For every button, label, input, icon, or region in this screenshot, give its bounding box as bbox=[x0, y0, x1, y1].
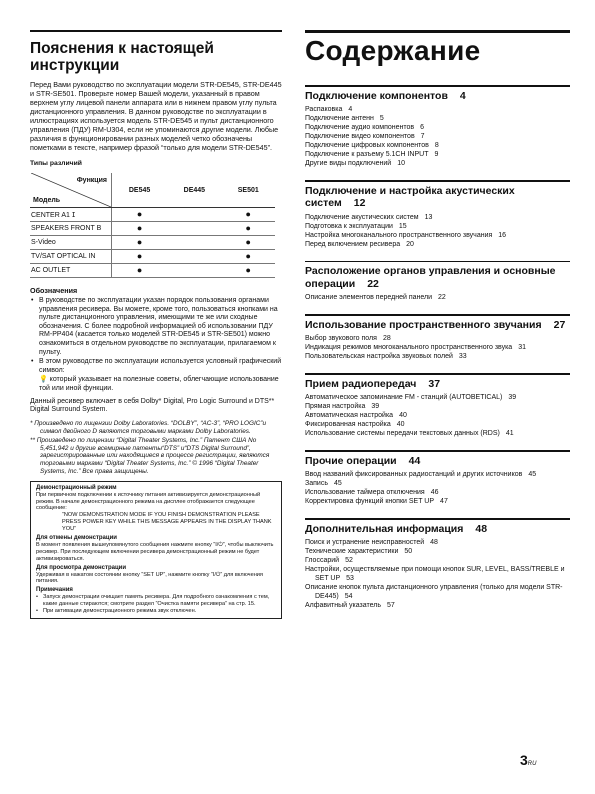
toc-entry-title: Алфавитный указатель bbox=[305, 602, 381, 609]
row-name: TV/SAT OPTICAL IN bbox=[30, 250, 112, 264]
toc-entry[interactable] bbox=[305, 429, 570, 438]
right-column bbox=[305, 30, 570, 622]
left-title: Пояснения к настоящей инструкции bbox=[30, 40, 214, 74]
toc-entry-title: Пользовательская настройка звуковых полей bbox=[305, 353, 453, 360]
section-title-text: Прочие операции bbox=[305, 454, 397, 467]
toc-entry-title: Подключение цифровых компонентов bbox=[305, 142, 429, 149]
section-rule bbox=[305, 518, 570, 520]
toc-section-title[interactable] bbox=[305, 265, 570, 290]
section-title-text: Подключение компонентов bbox=[305, 89, 448, 102]
demo-title: Демонстрационный режим bbox=[36, 484, 117, 491]
toc-entry[interactable] bbox=[305, 402, 570, 411]
toc-entry[interactable] bbox=[305, 132, 570, 141]
toc-entry-page: 47 bbox=[440, 498, 448, 505]
toc-entry[interactable] bbox=[305, 583, 570, 601]
toc-entry[interactable] bbox=[305, 556, 570, 565]
toc-entry-title: Другие виды подключений bbox=[305, 160, 392, 167]
toc-entry[interactable] bbox=[305, 343, 570, 352]
toc-entry-title: Выбор звукового поля bbox=[305, 335, 377, 342]
section-rule bbox=[305, 450, 570, 452]
toc-entry[interactable] bbox=[305, 411, 570, 420]
hint-line bbox=[30, 376, 282, 393]
toc-entry[interactable] bbox=[305, 352, 570, 361]
page-lang: RU bbox=[527, 761, 537, 767]
column-header: DE545 bbox=[112, 173, 168, 208]
toc-list bbox=[305, 293, 570, 302]
toc-entry[interactable] bbox=[305, 479, 570, 488]
toc-entry[interactable] bbox=[305, 497, 570, 506]
hint-text: который указывает на полезные советы, облегчающие использование той или иной функции. bbox=[39, 376, 279, 392]
toc-entry[interactable] bbox=[305, 293, 570, 302]
toc-list bbox=[305, 538, 570, 610]
toc-section bbox=[305, 314, 570, 361]
toc-entry-title: Корректировка функций кнопки SET UP bbox=[305, 498, 435, 505]
toc-list bbox=[305, 105, 570, 168]
list-item: • Запуск демонстрации очищает память ресивера. Для подробного ознакомления с тем, какие данные стираются; смотрите раздел “Очистка памяти ресивера” на стр. 15. bbox=[36, 594, 276, 608]
section-title-text: Прием радиопередач bbox=[305, 377, 417, 390]
toc-section bbox=[305, 518, 570, 610]
mark-cell bbox=[167, 208, 221, 222]
toc-entry-page: 16 bbox=[498, 231, 507, 239]
table-corner-cell bbox=[30, 173, 112, 208]
section-page: 37 bbox=[428, 377, 441, 390]
footnote: * Произведено по лицензии Dolby Laboratories. “DOLBY”, “AC-3”, “PRO LOGIC”и символ двойного D являются торговыми марками Dolby Laboratories. bbox=[30, 420, 267, 435]
mark-cell: ● bbox=[222, 222, 275, 236]
notes-list bbox=[30, 297, 282, 375]
toc-entry-page: 39 bbox=[371, 403, 380, 410]
section-page: 4 bbox=[459, 89, 466, 102]
toc-entry-page: 31 bbox=[518, 344, 527, 351]
row-name: AC OUTLET bbox=[30, 264, 112, 278]
toc-entry[interactable] bbox=[305, 114, 570, 123]
row-name: S-Video bbox=[30, 236, 112, 250]
toc-entry-title: Использование системы передачи текстовых данных (RDS) bbox=[305, 430, 500, 437]
toc-entry-title: Использование таймера отключения bbox=[305, 489, 425, 496]
toc-entry[interactable] bbox=[305, 334, 570, 343]
toc-entry-page: 13 bbox=[424, 213, 433, 221]
table-header-row bbox=[30, 173, 275, 208]
section-rule bbox=[305, 261, 570, 263]
contents-title: Содержание bbox=[305, 35, 481, 66]
toc-entry[interactable] bbox=[305, 105, 570, 114]
toc-entry-page: 40 bbox=[396, 421, 405, 428]
toc-entry[interactable] bbox=[305, 565, 570, 583]
row-name: SPEAKERS FRONT B bbox=[30, 222, 112, 236]
mark-cell bbox=[167, 264, 221, 278]
toc-entry[interactable] bbox=[305, 393, 570, 402]
toc-entry-page: 6 bbox=[420, 124, 425, 131]
toc-section bbox=[305, 373, 570, 438]
table-row bbox=[30, 208, 275, 222]
toc-entry[interactable] bbox=[305, 231, 570, 240]
mark-cell: ● bbox=[112, 208, 168, 222]
toc-entry[interactable] bbox=[305, 547, 570, 556]
toc-entry[interactable] bbox=[305, 420, 570, 429]
toc-entry-title: Фиксированная настройка bbox=[305, 421, 391, 428]
mark-cell: ● bbox=[112, 236, 168, 250]
toc-entry[interactable] bbox=[305, 538, 570, 547]
toc-entry[interactable] bbox=[305, 150, 570, 159]
demo-text: При первичном подключении к источнику питания активизируется демонстрационный режим. В начале демонстрационного режима на дисплее отображается следующее сообщение: bbox=[36, 491, 261, 512]
notes-title: Обозначения bbox=[30, 286, 78, 295]
toc-entry-title: Настройки, осуществляемые при помощи кнопок SUR, LEVEL, BASS/TREBLE и SET UP bbox=[305, 566, 565, 582]
page-number-value: 3 bbox=[520, 752, 528, 768]
page-number bbox=[520, 752, 536, 768]
toc-entry-page: 40 bbox=[399, 412, 407, 419]
toc-entry[interactable] bbox=[305, 141, 570, 150]
toc-entry-page: 41 bbox=[505, 430, 514, 437]
toc-entry-page: 54 bbox=[344, 593, 353, 600]
brand-paragraph: Данный ресивер включает в себя Dolby* Digital, Pro Logic Surround и DTS** Digital Surround System. bbox=[30, 397, 275, 414]
toc-entry-page: 52 bbox=[345, 557, 353, 564]
toc-entry[interactable] bbox=[305, 159, 570, 168]
toc-entry[interactable] bbox=[305, 470, 570, 479]
toc-list bbox=[305, 470, 570, 506]
toc-entry-title: Глоссарий bbox=[305, 557, 340, 564]
toc-entry-title: Ввод названий фиксированных радиостанций и других источников bbox=[305, 471, 523, 478]
toc-entry-page: 48 bbox=[430, 539, 438, 546]
toc-entry-page: 57 bbox=[387, 602, 395, 609]
toc-section bbox=[305, 450, 570, 506]
toc-entry-page: 45 bbox=[528, 471, 537, 478]
toc-section-title[interactable] bbox=[305, 90, 570, 103]
toc-entry-title: Описание элементов передней панели bbox=[305, 294, 433, 301]
toc-entry-title: Подключение аудио компонентов bbox=[305, 124, 415, 131]
list-item: • В этом руководстве по эксплуатации используется условный графический символ: bbox=[30, 358, 282, 375]
top-rule bbox=[30, 30, 282, 32]
demo-cancel-title: Для отмены демонстрации bbox=[36, 535, 117, 542]
section-page: 48 bbox=[475, 522, 488, 535]
footnotes bbox=[30, 420, 282, 476]
toc-section-title[interactable] bbox=[305, 455, 570, 468]
toc-entry-title: Прямая настройка bbox=[305, 403, 366, 410]
toc-entry-title: Настройка многоканального пространственного звучания bbox=[305, 231, 493, 239]
toc-entry-title: Автоматическая настройка bbox=[305, 412, 394, 419]
toc-entry-page: 53 bbox=[346, 575, 354, 582]
toc-section-title[interactable] bbox=[305, 523, 570, 536]
section-rule bbox=[305, 314, 570, 316]
toc-section-title[interactable] bbox=[305, 185, 570, 210]
row-name: CENTER A1 ⵊ bbox=[30, 208, 112, 222]
toc-entry-title: Распаковка bbox=[305, 106, 343, 113]
toc-entry-title: Подключение видео компонентов bbox=[305, 133, 415, 140]
toc-entry-title: Подключение антенн bbox=[305, 115, 374, 122]
table-row bbox=[30, 236, 275, 250]
toc-entry[interactable] bbox=[305, 488, 570, 497]
mark-cell: ● bbox=[112, 250, 168, 264]
toc-entry-page: 45 bbox=[333, 480, 342, 487]
section-page: 27 bbox=[553, 318, 566, 331]
section-rule bbox=[305, 180, 570, 182]
column-header: SE501 bbox=[222, 173, 275, 208]
mark-cell: ● bbox=[222, 250, 275, 264]
toc-entry-title: Запись bbox=[305, 480, 328, 487]
section-rule bbox=[305, 373, 570, 375]
toc-entry-page: 22 bbox=[438, 294, 446, 301]
mark-cell: ● bbox=[222, 208, 275, 222]
toc-entry-page: 33 bbox=[458, 353, 467, 360]
section-title-text: Использование пространственного звучания bbox=[305, 318, 542, 331]
table-row bbox=[30, 250, 275, 264]
toc-entry-page: 20 bbox=[406, 240, 414, 248]
mark-cell: ● bbox=[112, 264, 168, 278]
toc-section-title[interactable] bbox=[305, 378, 570, 391]
toc-list bbox=[305, 393, 570, 438]
toc-entry-page: 50 bbox=[404, 548, 413, 555]
toc-entry-title: Перед включением ресивера bbox=[305, 240, 401, 248]
toc-entry-page: 9 bbox=[434, 151, 439, 158]
intro-paragraph: Перед Вами руководство по эксплуатации модели STR-DE545, STR-DE445 и STR-SE501. Проверьте номер Вашей модели, указанный в правом верхнем углу лицевой панели аппарата или в нижнем правом углу пульта дистанционного управления. В данном руководстве по эксплуатации в иллюстрациях используется модель STR-DE545 и пульт дистанционного управления (ПДУ) RM-U304, если не упоминаются другие модели. Любые различия в функционировании разных моделей четко обозначены пометками в тексте, например фразой “только для модели STR-DE545”. bbox=[30, 80, 282, 152]
footnote: ** Произведено по лицензии “Digital Theater Systems, Inc.” Патент США No 5,451,942 и другие всемирные патенты“DTS” и“DTS Digital Surround”, зарегистрированные или находящиеся в процессе регистрации, являются торговыми марками “Digital Theater Systems, Inc.” © 1996 “Digital Theater Systems, Inc.” Все права защищены. bbox=[30, 436, 270, 475]
column-header: DE445 bbox=[167, 173, 221, 208]
mark-cell: ● bbox=[222, 236, 275, 250]
mark-cell bbox=[167, 250, 221, 264]
table-row bbox=[30, 264, 275, 278]
tip-icon: 💡 bbox=[39, 376, 48, 384]
section-page: 22 bbox=[367, 277, 379, 290]
toc-entry-page: 15 bbox=[398, 222, 407, 230]
toc-list bbox=[305, 334, 570, 361]
toc-entry-title: Подключение акустических систем bbox=[305, 213, 419, 221]
toc-entry[interactable] bbox=[305, 213, 570, 222]
toc-entry-page: 8 bbox=[434, 142, 439, 149]
toc-entry-title: Индикация режимов многоканального пространственного звука bbox=[305, 344, 513, 351]
toc-entry-page: 46 bbox=[430, 489, 439, 496]
table-of-contents bbox=[305, 85, 570, 610]
list-item: • В руководстве по эксплуатации указан порядок пользования органами управления ресивера. Вы можете, кроме того, пользоваться кнопками на пульте дистанционного управления, имеющими те же или сходные обозначения. С более подробной информацией об использовании ПДУ RM-PP404 (касается только моделей STR-DE545 и STR-SE501) можно ознакомиться в отдельном руководстве по эксплуатации, прилагаемом к пульту. bbox=[30, 297, 282, 357]
demo-cancel-text: В момент появления вышеупомянутого сообщения нажмите кнопку “I/⏻”, чтобы выключить ресивер. При последующем включении ресивера демонстрационный режим не будет активизироваться. bbox=[36, 541, 274, 562]
toc-entry-title: Технические характеристики bbox=[305, 548, 399, 555]
toc-entry[interactable] bbox=[305, 123, 570, 132]
toc-entry[interactable] bbox=[305, 240, 570, 249]
toc-entry-page: 4 bbox=[348, 106, 353, 113]
toc-entry-title: Подключение к разъему 5.1CH INPUT bbox=[305, 151, 429, 158]
toc-entry-title: Подготовка к эксплуатации bbox=[305, 222, 393, 230]
toc-entry[interactable] bbox=[305, 601, 570, 610]
toc-section bbox=[305, 261, 570, 303]
top-rule bbox=[305, 30, 570, 33]
demo-view-title: Для просмотра демонстрации bbox=[36, 564, 127, 571]
mark-cell bbox=[167, 222, 221, 236]
toc-entry-page: 10 bbox=[397, 160, 406, 167]
demo-notes-title: Примечания bbox=[36, 587, 73, 594]
demo-message: “NOW DEMONSTRATION MODE IF YOU FINISH DEMONSTRATION PLEASE PRESS POWER KEY WHILE THIS MESSAGE APPEARS IN THE DISPLAY THANK YOU” bbox=[62, 512, 272, 533]
toc-entry-title: Поиск и устранение неисправностей bbox=[305, 539, 425, 546]
toc-entry-title: Автоматическое запоминание FM - станций (AUTOBETICAL) bbox=[305, 394, 503, 401]
section-title-text: Подключение и настройка акустических систем bbox=[305, 184, 515, 209]
list-item: • При активации демонстрационного режима звук отключен. bbox=[36, 608, 276, 615]
table-row bbox=[30, 222, 275, 236]
toc-section bbox=[305, 180, 570, 249]
toc-section-title[interactable] bbox=[305, 319, 570, 332]
mark-cell bbox=[167, 236, 221, 250]
toc-entry-page: 28 bbox=[382, 335, 391, 342]
section-title-text: Расположение органов управления и основные операции bbox=[305, 265, 556, 290]
section-page: 12 bbox=[353, 197, 366, 209]
left-column bbox=[30, 30, 282, 619]
section-rule bbox=[305, 85, 570, 87]
toc-list bbox=[305, 213, 570, 249]
header-model: Модель bbox=[33, 197, 61, 204]
toc-entry-page: 5 bbox=[379, 115, 384, 122]
header-function: Функция bbox=[76, 177, 107, 184]
demo-notes-list bbox=[36, 594, 276, 615]
toc-entry-page: 39 bbox=[508, 394, 517, 401]
mark-cell: ● bbox=[112, 222, 168, 236]
section-page: 44 bbox=[408, 454, 421, 467]
toc-entry-page: 7 bbox=[420, 133, 425, 140]
types-title: Типы различий bbox=[30, 160, 82, 167]
section-title-text: Дополнительная информация bbox=[305, 522, 464, 535]
demo-box bbox=[30, 481, 282, 619]
toc-entry-title: Описание кнопок пульта дистанционного управления (только для модели STR-DE445) bbox=[305, 584, 563, 600]
differences-table bbox=[30, 173, 275, 278]
toc-entry[interactable] bbox=[305, 222, 570, 231]
mark-cell: ● bbox=[222, 264, 275, 278]
toc-section bbox=[305, 85, 570, 168]
demo-view-text: Удерживая в нажатом состоянии кнопку “SET UP”, нажмите кнопку “I/⏻” для включения питания. bbox=[36, 571, 263, 585]
